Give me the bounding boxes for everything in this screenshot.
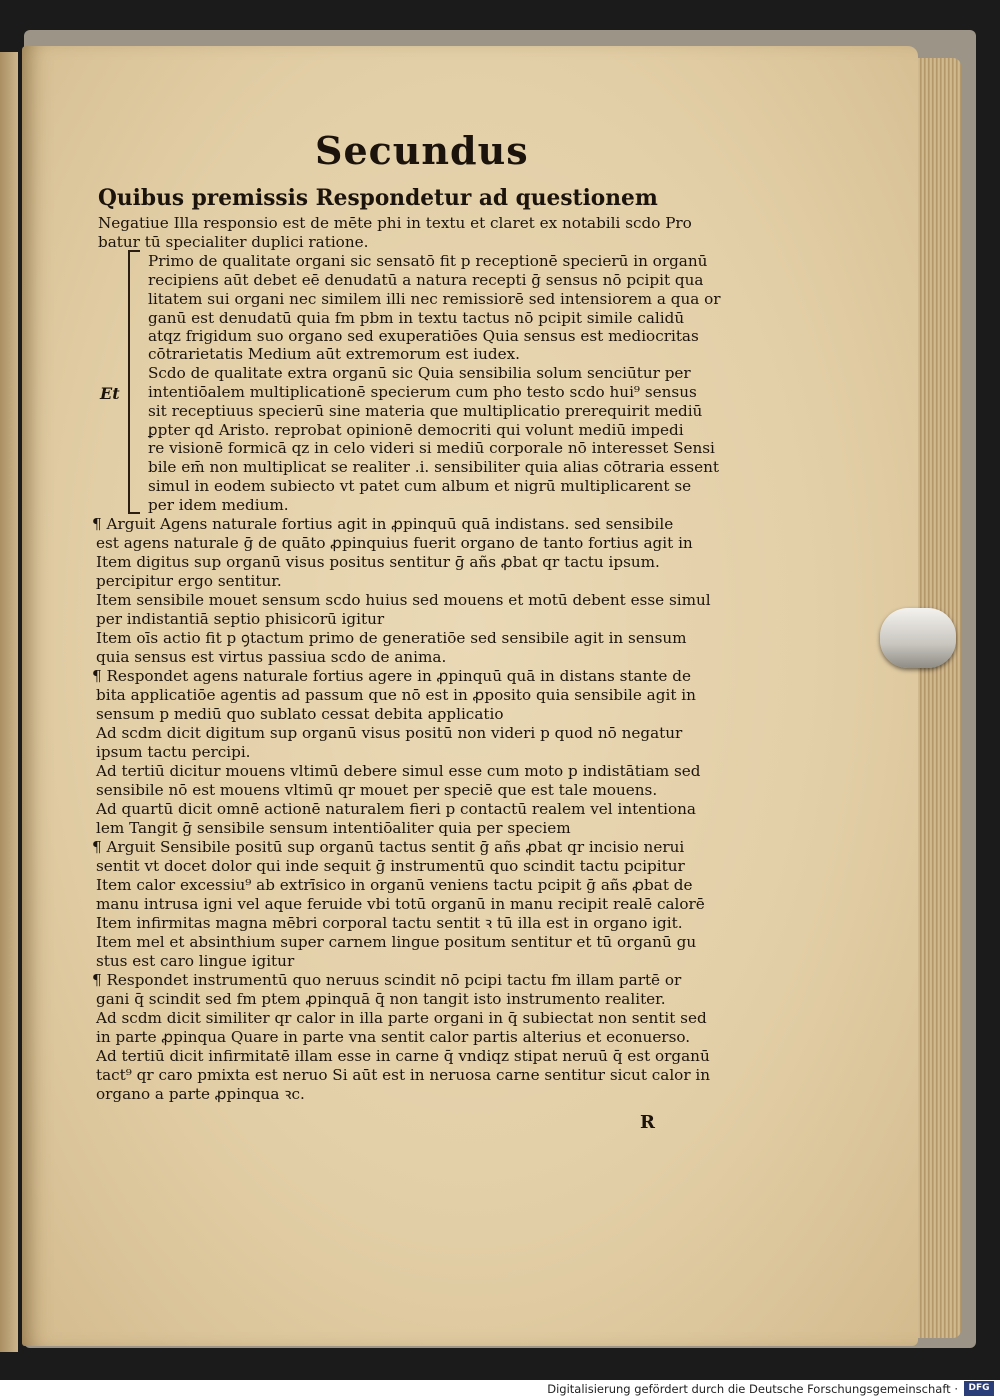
text-line: Ad scdm dicit digitum sup organū visus positū non videri p quod nō negatur	[96, 724, 683, 742]
text-line: lem Tangit ḡ sensibile sensum intentiōaliter quia per speciem	[96, 819, 571, 837]
text-line: manu intrusa igni vel aque feruide vbi totū organū in manu recipit realē calorē	[96, 895, 705, 913]
text-line: Item calor excessiu⁹ ab extrīsico in organū veniens tactu pcipit ḡ añs ꝓbat de	[96, 876, 693, 894]
signature-mark: R	[640, 1112, 655, 1133]
page-marker-clip	[880, 608, 956, 668]
text-line: cōtrarietatis Medium aūt extremorum est iudex.	[148, 345, 520, 363]
text-line: ¶ Arguit Agens naturale fortius agit in ꝓpinquū quā indistans. sed sensibile	[92, 515, 674, 533]
text-line: ꝑpter qd Aristo. reprobat opinionē democriti qui volunt mediū impedi	[148, 421, 684, 439]
text-line: est agens naturale ḡ de quāto ꝓpinquius fuerit organo de tanto fortius agit in	[96, 534, 693, 552]
text-line: Ad tertiū dicitur mouens vltimū debere simul esse cum moto p indistātiam sed	[96, 762, 701, 780]
text-line: recipiens aūt debet eē denudatū a natura recepti ḡ sensus nō pcipit qua	[148, 271, 704, 289]
footer-credit: Digitalisierung gefördert durch die Deutsche Forschungsgemeinschaft ·	[547, 1382, 958, 1396]
text-line: ¶ Respondet instrumentū quo neruus scindit nō pcipi tactu fm illam partē or	[92, 971, 682, 989]
text-line: Item infirmitas magna mēbri corporal tactu sentit ꝛ tū illa est in organo igit.	[96, 914, 683, 932]
text-line: ¶ Arguit Sensibile positū sup organū tactus sentit ḡ añs ꝓbat qr incisio nerui	[92, 838, 685, 856]
text-line: Item oīs actio fit p ꝯtactum primo de generatiōe sed sensibile agit in sensum	[96, 629, 687, 647]
text-line: litatem sui organi nec similem illi nec remissiorē sed intensiorem a qua or	[148, 290, 721, 308]
text-line: Item sensibile mouet sensum scdo huius sed mouens et motū debent esse simul	[96, 591, 711, 609]
text-line: percipitur ergo sentitur.	[96, 572, 282, 590]
text-line: sensum p mediū quo sublato cessat debita applicatio	[96, 705, 504, 723]
text-line: gani q̄ scindit sed fm ptem ꝓpinquā q̄ non tangit isto instrumento realiter.	[96, 990, 666, 1008]
text-line: sensibile nō est mouens vltimū qr mouet per speciē que est tale mouens.	[96, 781, 658, 799]
text-line: simul in eodem subiecto vt patet cum album et nigrū multiplicarent se	[148, 477, 692, 495]
dfg-logo: DFG	[964, 1381, 994, 1396]
text-line: stus est caro lingue igitur	[96, 952, 295, 970]
running-title: Secundus	[315, 128, 529, 173]
text-line: Ad scdm dicit similiter qr calor in illa parte organi in q̄ subiectat non sentit sed	[96, 1009, 707, 1027]
text-line: atqz frigidum suo organo sed exuperatiōes Quia sensus est mediocritas	[148, 327, 699, 345]
bracket-label: Et	[100, 384, 120, 403]
text-line: ipsum tactu percipi.	[96, 743, 251, 761]
left-page-edge	[0, 52, 18, 1352]
text-line: quia sensus est virtus passiua scdo de anima.	[96, 648, 447, 666]
text-line: Ad tertiū dicit infirmitatē illam esse in carne q̄ vndiqz stipat neruū q̄ est organū	[96, 1047, 710, 1065]
text-line: Ad quartū dicit omnē actionē naturalem fieri p contactū realem vel intentiona	[96, 800, 696, 818]
text-line: intentiōalem multiplicationē specierum cum pho testo scdo hui⁹ sensus	[148, 383, 697, 401]
bracket-brace	[128, 250, 140, 514]
text-line: batur tū specialiter duplici ratione.	[98, 233, 369, 251]
text-line: per indistantiā septio phisicorū igitur	[96, 610, 385, 628]
text-line: sit receptiuus specierū sine materia que multiplicatio prerequirit mediū	[148, 402, 703, 420]
text-line: Scdo de qualitate extra organū sic Quia sensibilia solum senciūtur per	[148, 364, 691, 382]
section-heading: Quibus premissis Respondetur ad questionem	[98, 185, 658, 211]
text-line: sentit vt docet dolor qui inde sequit ḡ instrumentū quo scindit tactu pcipitur	[96, 857, 685, 875]
text-line: Negatiue Illa responsio est de mēte phi in textu et claret ex notabili scdo Pro	[98, 214, 692, 232]
text-line: re visionē formicā qz in celo videri si mediū corporale nō interesset Sensi	[148, 439, 715, 457]
text-line: tact⁹ qr caro pmixta est neruo Si aūt est in neruosa carne sentitur sicut calor in	[96, 1066, 711, 1084]
text-line: Item digitus sup organū visus positus sentitur ḡ añs ꝓbat qr tactu ipsum.	[96, 553, 660, 571]
text-line: Item mel et absinthium super carnem lingue positum sentitur et tū organū gu	[96, 933, 697, 951]
text-line: per idem medium.	[148, 496, 289, 514]
text-line: ganū est denudatū quia fm pbm in textu tactus nō pcipit simile calidū	[148, 309, 685, 327]
text-line: organo a parte ꝓpinqua ꝛc.	[96, 1085, 305, 1103]
text-line: bita applicatiōe agentis ad passum que nō est in ꝓposito quia sensibile agit in	[96, 686, 696, 704]
text-line: in parte ꝓpinqua Quare in parte vna sentit calor partis alterius et econuerso.	[96, 1028, 691, 1046]
text-line: ¶ Respondet agens naturale fortius agere in ꝓpinquū quā in distans stante de	[92, 667, 691, 685]
text-line: bile em̄ non multiplicat se realiter .i. sensibiliter quia alias cōtraria essent	[148, 458, 719, 476]
text-line: Primo de qualitate organi sic sensatō fit p receptionē specierū in organū	[148, 252, 708, 270]
